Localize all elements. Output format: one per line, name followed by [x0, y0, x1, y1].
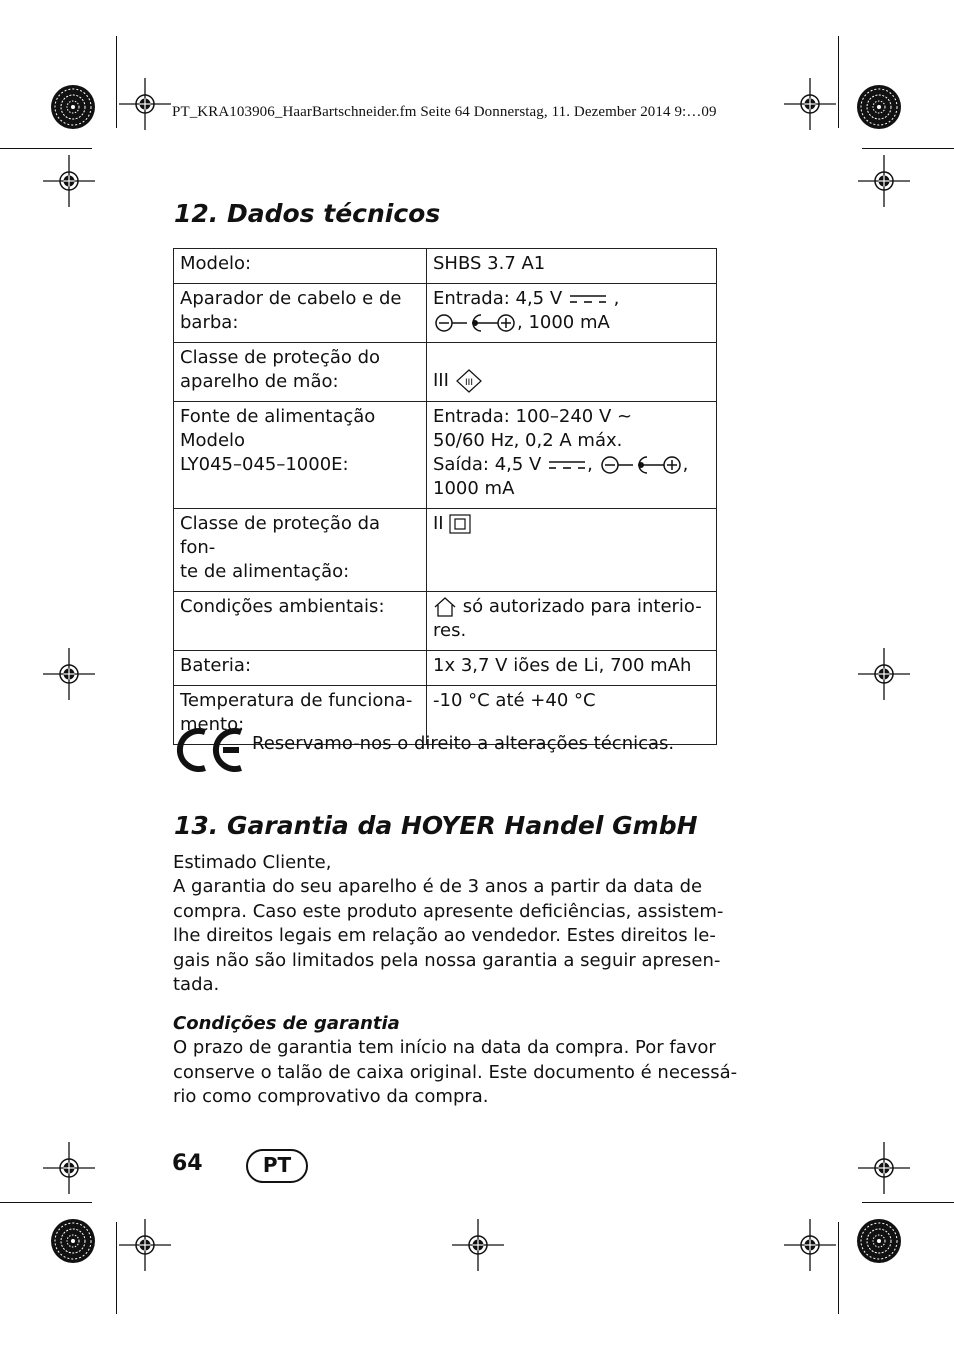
spec-label: Classe de proteção da fon- te de alimentação: [174, 509, 427, 592]
polarity-symbol-icon [599, 454, 683, 476]
dc-symbol-icon [568, 292, 608, 306]
registration-mark [452, 1219, 504, 1271]
spec-label: Condições ambientais: [174, 592, 427, 651]
registration-mark [784, 1219, 836, 1271]
registration-mark [858, 155, 910, 207]
spec-value: 1x 3,7 V iões de Li, 700 mAh [427, 651, 717, 686]
spec-value: Entrada: 4,5 V , , 1000 mA [427, 284, 717, 343]
star-target [857, 85, 901, 129]
warranty-conditions [173, 1012, 738, 1110]
section-12-title: 12. Dados técnicos [174, 199, 441, 228]
registration-mark [43, 155, 95, 207]
class-iii-icon [455, 368, 483, 394]
page-number: 64 [172, 1151, 203, 1176]
section-13-title: 13. Garantia da HOYER Handel GmbH [174, 811, 698, 840]
spec-label: Classe de proteção do aparelho de mão: [174, 343, 427, 402]
registration-mark [43, 1142, 95, 1194]
warranty-conditions-heading: Condições de garantia [173, 1013, 400, 1034]
spec-value: só autorizado para interio- res. [427, 592, 717, 651]
ce-mark-icon [173, 724, 245, 774]
indoor-house-icon [433, 596, 457, 618]
tech-spec-table [173, 248, 717, 745]
registration-mark [858, 1142, 910, 1194]
table-row [174, 284, 717, 343]
registration-mark [784, 78, 836, 130]
spec-label: Fonte de alimentação Modelo LY045–045–1000E: [174, 402, 427, 509]
text-line: A garantia do seu aparelho é de 3 anos a partir da data de [173, 876, 703, 898]
dc-symbol-icon [547, 458, 587, 472]
text-line: O prazo de garantia tem início na data da compra. Por favor [173, 1037, 716, 1059]
star-target [857, 1219, 901, 1263]
spec-label: Aparador de cabelo e de barba: [174, 284, 427, 343]
spec-value: III III [427, 343, 717, 402]
text-line: lhe direitos legais em relação ao vendedor. Estes direitos le- [173, 925, 716, 947]
file-info-header: PT_KRA103906_HaarBartschneider.fm Seite 64 Donnerstag, 11. Dezember 2014 9:…09 [172, 104, 717, 120]
registration-mark [43, 648, 95, 700]
registration-mark [119, 78, 171, 130]
table-row [174, 343, 717, 402]
table-row [174, 402, 717, 509]
registration-mark [858, 648, 910, 700]
spec-value: -10 °C até +40 °C [427, 686, 717, 745]
spec-value: Entrada: 100–240 V ~ 50/60 Hz, 0,2 A máx. Saída: 4,5 V , , 1000 mA [427, 402, 717, 509]
spec-value: SHBS 3.7 A1 [427, 249, 717, 284]
technical-changes-note: Reservamo-nos o direito a alterações técnicas. [252, 733, 675, 754]
text-line: conserve o talão de caixa original. Este documento é necessá- [173, 1061, 738, 1083]
svg-text:III: III [464, 378, 473, 388]
polarity-symbol-icon [433, 312, 517, 334]
star-target [51, 85, 95, 129]
spec-label: Temperatura de funciona- mento: [174, 686, 427, 745]
table-row [174, 509, 717, 592]
table-row [174, 651, 717, 686]
text-line: rio como comprovativo da compra. [173, 1086, 489, 1108]
table-row [174, 249, 717, 284]
warranty-intro [173, 851, 724, 997]
language-badge: PT [246, 1149, 308, 1183]
star-target [51, 1219, 95, 1263]
text-line: tada. [173, 974, 220, 996]
table-row [174, 592, 717, 651]
text-line: gais não são limitados pela nossa garantia a seguir apresen- [173, 949, 721, 971]
class-ii-icon [449, 514, 471, 534]
spec-value: II [427, 509, 717, 592]
text-line: Estimado Cliente, [173, 852, 332, 873]
text-line: compra. Caso este produto apresente deficiências, assistem- [173, 900, 724, 922]
registration-mark [119, 1219, 171, 1271]
spec-label: Bateria: [174, 651, 427, 686]
spec-label: Modelo: [174, 249, 427, 284]
